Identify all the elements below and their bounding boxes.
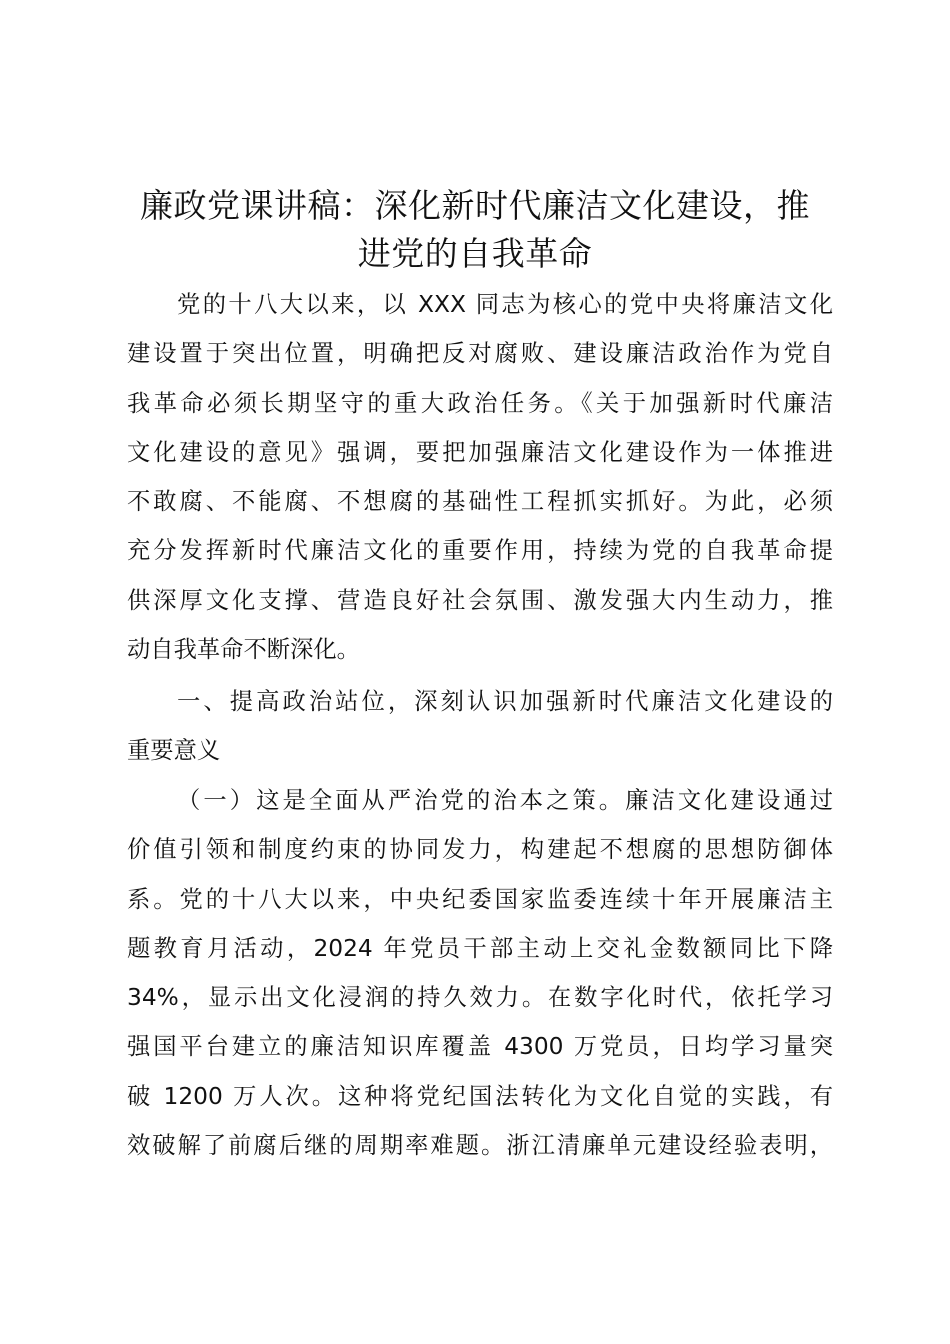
paragraph-section-1 xyxy=(127,776,833,1170)
text-line: 充分发挥新时代廉洁文化的重要作用，持续为党的自我革命提 xyxy=(127,537,833,565)
text-line: 建设置于突出位置，明确把反对腐败、建设廉洁政治作为党自 xyxy=(127,340,833,368)
paragraph-intro xyxy=(127,280,833,674)
text-line: 破 1200 万人次。这种将党纪国法转化为文化自觉的实践，有 xyxy=(127,1082,833,1110)
text-line: 不敢腐、不能腐、不想腐的基础性工程抓实抓好。为此，必须 xyxy=(127,488,833,516)
heading-line: 一、提高政治站位，深刻认识加强新时代廉洁文化建设的 xyxy=(177,688,833,715)
text-line: 强国平台建立的廉洁知识库覆盖 4300 万党员，日均学习量突 xyxy=(127,1033,833,1061)
document-title xyxy=(100,182,850,278)
text-line: 价值引领和制度约束的协同发力，构建起不想腐的思想防御体 xyxy=(127,836,833,864)
text-line: 34%，显示出文化浸润的持久效力。在数字化时代，依托学习 xyxy=(127,984,833,1012)
text-line: 我革命必须长期坚守的重大政治任务。《关于加强新时代廉洁 xyxy=(127,389,833,417)
text-line: 系。党的十八大以来，中央纪委国家监委连续十年开展廉洁主 xyxy=(127,885,833,913)
text-line: 供深厚文化支撑、营造良好社会氛围、激发强大内生动力，推 xyxy=(127,586,833,614)
title-line: 进党的自我革命 xyxy=(357,234,593,273)
text-line: 文化建设的意见》强调，要把加强廉洁文化建设作为一体推进 xyxy=(127,438,833,466)
text-line: 党的十八大以来，以 XXX 同志为核心的党中央将廉洁文化 xyxy=(177,291,833,318)
section-heading xyxy=(127,677,833,776)
text-line: 题教育月活动，2024 年党员干部主动上交礼金数额同比下降 xyxy=(127,934,833,962)
text-line: 效破解了前腐后继的周期率难题。浙江清廉单元建设经验表明， xyxy=(127,1132,833,1160)
title-line: 廉政党课讲稿：深化新时代廉洁文化建设，推 xyxy=(140,186,810,225)
text-line: 动自我革命不断深化。 xyxy=(127,636,360,664)
heading-line: 重要意义 xyxy=(127,737,221,765)
text-line: （一）这是全面从严治党的治本之策。廉洁文化建设通过 xyxy=(177,787,833,814)
